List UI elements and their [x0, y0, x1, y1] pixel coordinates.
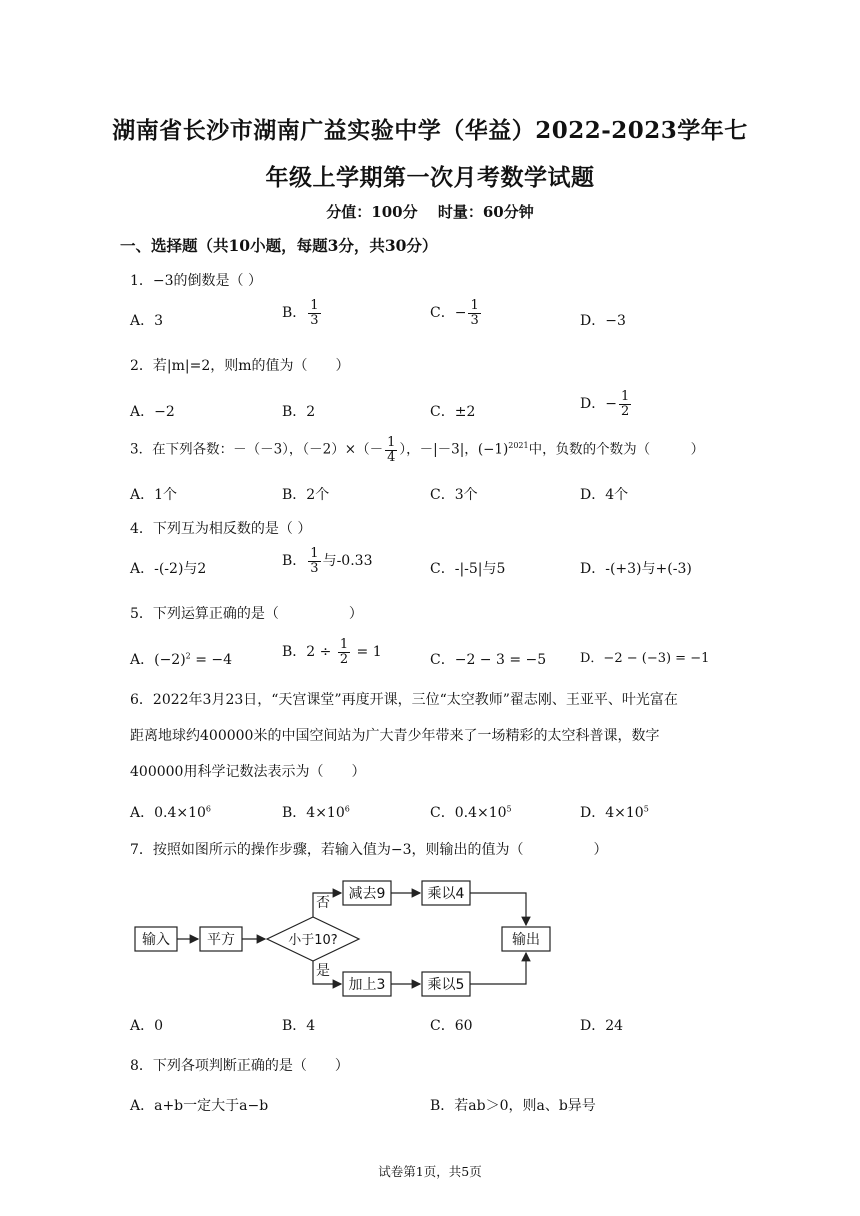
question-8: 8．下列各项判断正确的是（ ）	[130, 1058, 349, 1074]
q8-option-a: A．a+b一定大于a−b	[130, 1098, 269, 1114]
flow-sub9-label: 减去9	[348, 886, 386, 902]
question-6-line-3: 400000用科学记数法表示为（ ）	[130, 764, 366, 780]
question-6-line-1: 6．2022年3月23日，“天宫课堂”再度开课，三位“太空教师”翟志刚、王亚平、叶光富在	[130, 692, 678, 708]
question-6-line-2: 距离地球约400000米的中国空间站为广大青少年带来了一场精彩的太空科普课，数字	[130, 728, 660, 744]
q6-option-b: B．$4\times 10^6$	[282, 804, 350, 821]
q3-option-b: B．2个	[282, 487, 330, 503]
exam-meta: 分值：100分 时量：60分钟	[326, 203, 534, 221]
q7-option-d: D．24	[580, 1018, 624, 1034]
q6-option-a: A．$0.4\times 10^6$	[130, 804, 212, 821]
q2-option-c: C．±2	[430, 404, 476, 420]
flow-mul5-label: 乘以5	[427, 977, 465, 993]
q1-option-b: B． $\frac{1}{3}$	[282, 298, 319, 328]
q7-option-a: A．0	[130, 1018, 164, 1034]
q5-option-d: D．−2 − (−3) = −1	[580, 651, 710, 666]
q3-option-c: C．3个	[430, 487, 478, 503]
flow-no-label: 否	[316, 895, 330, 911]
title-line-2: 年级上学期第一次月考数学试题	[265, 164, 595, 191]
q2-option-d: D．− $\frac{1}{2}$	[580, 389, 630, 419]
flowchart	[125, 875, 565, 1005]
flow-condition-label: 小于10?	[288, 933, 338, 948]
q5-option-b: B．2 ÷ $\frac{1}{2}$ = 1	[282, 637, 382, 667]
title-line-1: 湖南省长沙市湖南广益实验中学（华益）2022-2023学年七	[112, 117, 748, 144]
q3-option-d: D．4个	[580, 487, 629, 503]
q4-option-c: C．-|-5|与5	[430, 561, 506, 577]
question-1: 1．−3的倒数是（ ）	[130, 273, 262, 289]
q4-option-d: D．-(+3)与+(-3)	[580, 561, 692, 577]
q2-option-b: B．2	[282, 404, 316, 420]
flow-input-label: 输入	[142, 932, 170, 948]
q1-option-c: C．− $\frac{1}{3}$	[430, 298, 479, 328]
q1-option-a: A．3	[130, 313, 164, 329]
q6-option-d: D．$4\times 10^5$	[580, 804, 649, 821]
flow-mul4-label: 乘以4	[427, 886, 465, 902]
q6-option-c: C．$0.4\times 10^5$	[430, 804, 512, 821]
q5-option-a: A．$(-2)^2 = -4$	[130, 651, 233, 668]
q3-option-a: A．1个	[130, 487, 178, 503]
flow-square-label: 平方	[207, 932, 235, 948]
q2-option-a: A．−2	[130, 404, 175, 420]
q5-option-c: C．−2 − 3 = −5	[430, 652, 547, 668]
q8-option-b: B．若ab＞0，则a、b异号	[430, 1098, 596, 1114]
flow-output-label: 输出	[512, 932, 540, 948]
q1-option-d: D．−3	[580, 313, 626, 329]
question-4: 4．下列互为相反数的是（ ）	[130, 521, 312, 537]
q7-option-c: C．60	[430, 1018, 473, 1034]
flow-add3-label: 加上3	[348, 977, 386, 993]
question-7: 7．按照如图所示的操作步骤，若输入值为−3，则输出的值为（ ）	[130, 842, 608, 858]
q4-option-a: A．-(-2)与2	[130, 561, 207, 577]
question-5: 5．下列运算正确的是（ ）	[130, 606, 363, 622]
flow-yes-label: 是	[316, 963, 330, 979]
q4-option-b: B． $\frac{1}{3}$ 与-0.33	[282, 546, 373, 576]
question-3: 3．在下列各数：－（－3），（－2）×（－ $\frac{1}{4}$ ），－|－3|，$(-1)^{2021}$中，负数的个数为（ ）	[130, 435, 705, 465]
question-2: 2．若|m|=2，则m的值为（ ）	[130, 358, 350, 374]
page-footer: 试卷第1页，共5页	[378, 1164, 482, 1179]
section-heading: 一、选择题（共10小题，每题3分，共30分）	[120, 236, 438, 255]
q7-option-b: B．4	[282, 1018, 316, 1034]
